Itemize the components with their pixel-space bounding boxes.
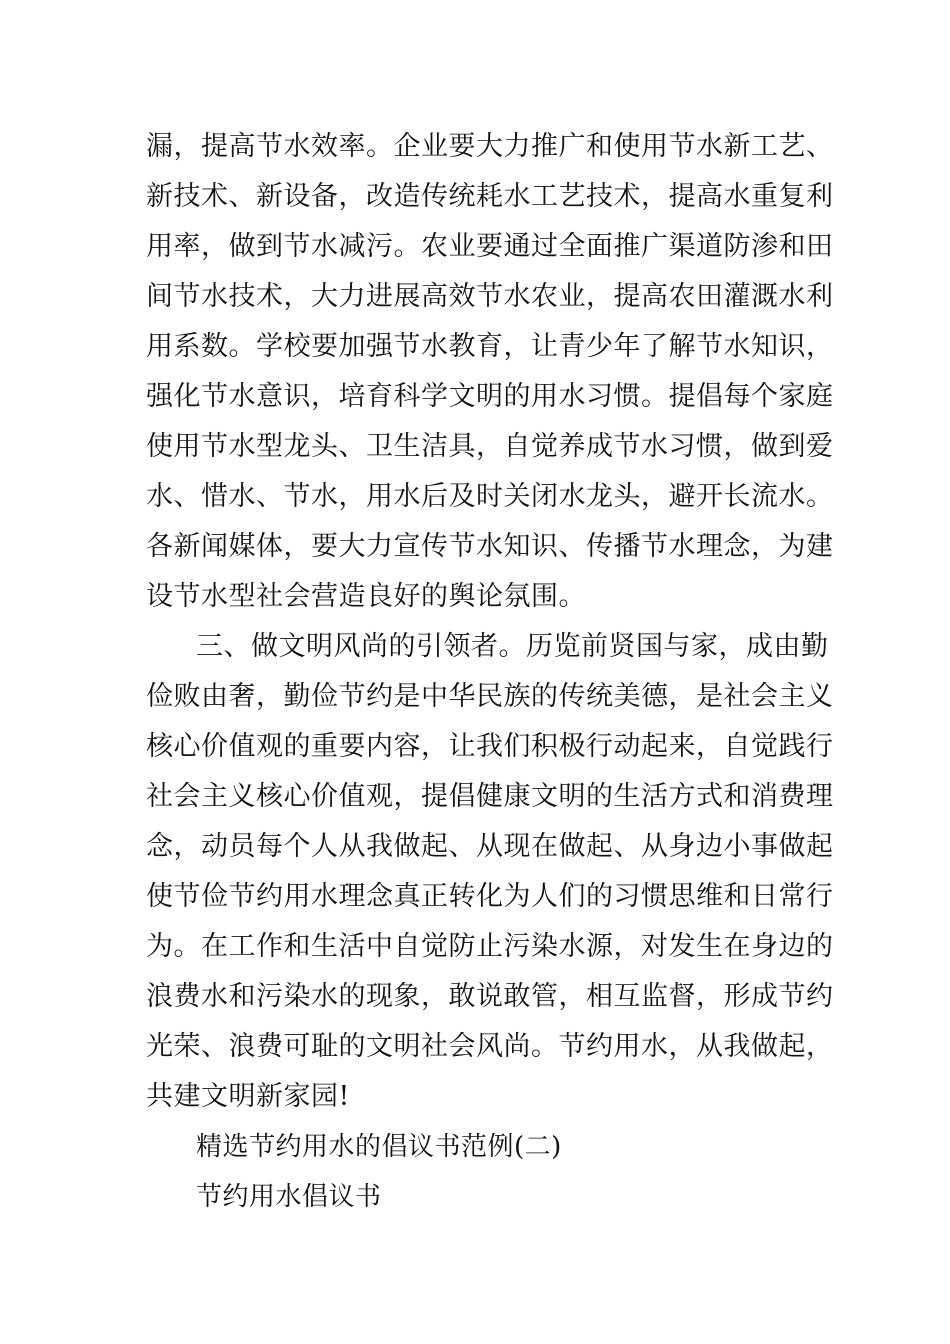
- paragraph-2-line: 三、做文明风尚的引领者。历览前贤国与家，成由勤: [196, 631, 829, 662]
- paragraph-2-line: 为。在工作和生活中自觉防止污染水源，对发生在身边的: [146, 931, 834, 962]
- paragraph-1-line: 用率，做到节水减污。农业要通过全面推广渠道防渗和田: [146, 231, 834, 262]
- paragraph-2-line: 浪费水和污染水的现象，敢说敢管，相互监督，形成节约: [146, 981, 834, 1012]
- paragraph-1-line: 水、惜水、节水，用水后及时关闭水龙头，避开长流水。: [146, 481, 834, 512]
- paragraph-1-line: 新技术、新设备，改造传统耗水工艺技术，提高水重复利: [146, 181, 834, 212]
- paragraph-1-line: 各新闻媒体，要大力宣传节水知识、传播节水理念，为建: [146, 531, 834, 562]
- paragraph-2-line: 俭败由奢，勤俭节约是中华民族的传统美德，是社会主义: [146, 681, 834, 712]
- paragraph-2-line: 核心价值观的重要内容，让我们积极行动起来，自觉践行: [146, 731, 834, 762]
- paragraph-2-line: 共建文明新家园!: [146, 1081, 350, 1112]
- paragraph-2-line: 光荣、浪费可耻的文明社会风尚。节约用水，从我做起，: [146, 1031, 834, 1062]
- paragraph-1-line: 用系数。学校要加强节水教育，让青少年了解节水知识，: [146, 331, 834, 362]
- paragraph-2-line: 念，动员每个人从我做起、从现在做起、从身边小事做起: [146, 831, 834, 862]
- paragraph-1-line: 间节水技术，大力进展高效节水农业，提高农田灌溉水利: [146, 281, 834, 312]
- paragraph-2-line: 使节俭节约用水理念真正转化为人们的习惯思维和日常行: [146, 881, 834, 912]
- paragraph-1-line: 设节水型社会营造良好的舆论氛围。: [146, 581, 586, 612]
- paragraph-1-line: 使用节水型龙头、卫生洁具，自觉养成节水习惯，做到爱: [146, 431, 834, 462]
- paragraph-2-line: 社会主义核心价值观，提倡健康文明的生活方式和消费理: [146, 781, 834, 812]
- paragraph-1-line: 强化节水意识，培育科学文明的用水习惯。提倡每个家庭: [146, 381, 834, 412]
- paragraph-1-line: 漏，提高节水效率。企业要大力推广和使用节水新工艺、: [146, 131, 834, 162]
- section-title: 精选节约用水的倡议书范例(二): [196, 1132, 562, 1162]
- letter-title: 节约用水倡议书: [196, 1182, 382, 1212]
